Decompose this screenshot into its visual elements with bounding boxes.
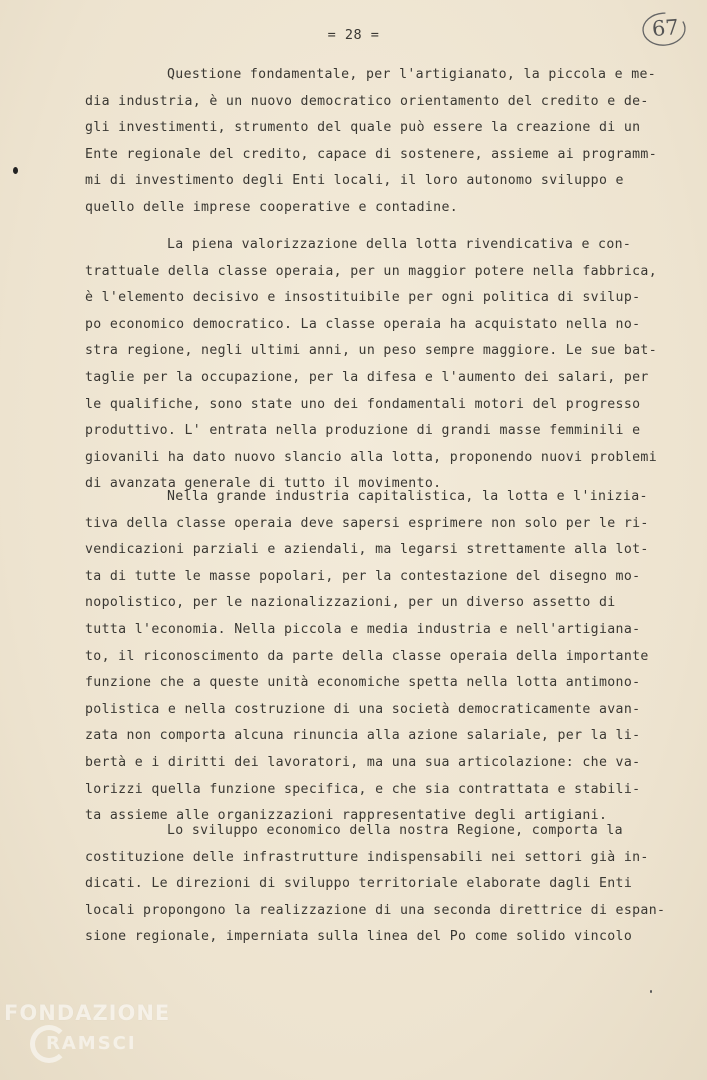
paragraph-1: [85, 62, 675, 222]
ink-speck: [650, 990, 652, 993]
text-line: di avanzata generale di tutto il movimento.: [85, 476, 442, 492]
text-line: mi di investimento degli Enti locali, il loro autonomo sviluppo e: [85, 173, 624, 189]
text-line: ta di tutte le masse popolari, per la contestazione del disegno mo-: [85, 568, 641, 584]
text-line: trattuale della classe operaia, per un maggior potere nella fabbrica,: [85, 263, 657, 279]
text-line: è l'elemento decisivo e insostituibile per ogni politica di svilup-: [85, 290, 641, 306]
text-line: gli investimenti, strumento del quale può essere la creazione di un: [85, 120, 641, 136]
paragraph-2: [85, 232, 675, 498]
text-line: Nella grande industria capitalistica, la lotta e l'inizia-: [167, 489, 648, 504]
text-line: lorizzi quella funzione specifica, e che sia contrattata e stabili-: [85, 781, 641, 797]
text-line: costituzione delle infrastrutture indispensabili nei settori già in-: [85, 849, 649, 865]
text-line: quello delle imprese cooperative e contadine.: [85, 199, 459, 215]
text-line: ta assieme alle organizzazioni rappresentative degli artigiani.: [85, 808, 608, 824]
text-line: locali propongono la realizzazione di una seconda direttrice di espan-: [85, 902, 666, 918]
archive-number-text: 67: [651, 15, 680, 41]
text-line: stra regione, negli ultimi anni, un peso sempre maggiore. Le sue bat-: [85, 343, 657, 359]
text-line: nopolistico, per le nazionalizzazioni, per un diverso assetto di: [85, 595, 616, 611]
text-line: Questione fondamentale, per l'artigianato, la piccola e me-: [167, 67, 657, 82]
text-line: po economico democratico. La classe operaia ha acquistato nella no-: [85, 316, 641, 332]
archive-number-handwritten: [643, 13, 689, 46]
text-line: dicati. Le direzioni di sviluppo territoriale elaborate dagli Enti: [85, 876, 633, 892]
watermark-line2: RAMSCI: [46, 1033, 137, 1054]
fondazione-gramsci-watermark: [4, 1001, 184, 1073]
text-line: polistica e nella costruzione di una società democraticamente avan-: [85, 701, 641, 717]
paragraph-3: [85, 484, 675, 830]
text-line: to, il riconoscimento da parte della classe operaia della importante: [85, 648, 649, 664]
text-line: tiva della classe operaia deve sapersi esprimere non solo per le ri-: [85, 515, 649, 531]
text-line: funzione che a queste unità economiche spetta nella lotta antimono-: [85, 675, 641, 691]
text-line: produttivo. L' entrata nella produzione di grandi masse femminili e: [85, 423, 641, 439]
text-line: sione regionale, imperniata sulla linea del Po come solido vincolo: [85, 929, 633, 945]
text-line: La piena valorizzazione della lotta rivendicativa e con-: [167, 237, 632, 252]
paragraph-4: [85, 818, 675, 951]
page-number: = 28 =: [327, 27, 380, 43]
text-line: Ente regionale del credito, capace di sostenere, assieme ai programm-: [85, 146, 657, 162]
text-line: zata non comporta alcuna rinuncia alla azione salariale, per la li-: [85, 728, 641, 744]
text-line: taglie per la occupazione, per la difesa e l'aumento dei salari, per: [85, 369, 649, 385]
text-line: vendicazioni parziali e aziendali, ma legarsi strettamente alla lot-: [85, 542, 649, 558]
text-line: le qualifiche, sono state uno dei fondamentali motori del progresso: [85, 396, 641, 412]
watermark-line1: FONDAZIONE: [4, 1001, 171, 1025]
text-line: dia industria, è un nuovo democratico orientamento del credito e de-: [85, 93, 649, 109]
text-line: giovanili ha dato nuovo slancio alla lotta, proponendo nuovi problemi: [85, 449, 657, 465]
text-line: tutta l'economia. Nella piccola e media industria e nell'artigiana-: [85, 621, 641, 637]
punch-hole-mark: [13, 167, 18, 174]
text-line: Lo sviluppo economico della nostra Regione, comporta la: [167, 823, 623, 838]
text-line: bertà e i diritti dei lavoratori, ma una sua articolazione: che va-: [85, 754, 641, 770]
